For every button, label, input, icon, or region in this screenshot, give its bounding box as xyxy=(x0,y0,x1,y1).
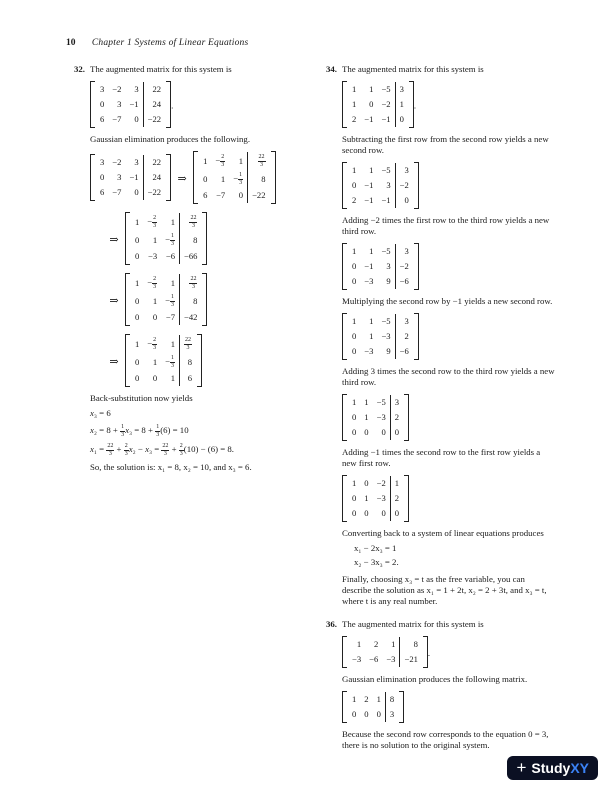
elim-step-2 xyxy=(108,210,314,271)
plus-icon: + xyxy=(516,758,527,777)
conclusion-text: Because the second row corresponds to the equation 0 = 3, there is no solution to the original system. xyxy=(342,729,549,750)
system-equation-1: x₁ − 2x₃ = 1 xyxy=(354,543,397,553)
studyxy-logo[interactable] xyxy=(507,756,598,780)
problem-number: 36. xyxy=(326,619,337,629)
implies-arrow: ⇒ xyxy=(109,295,119,307)
solution-text: So, the solution is: x₁ = 8, x₂ = 10, and x₃ = 6. xyxy=(90,462,252,472)
matrix: 1 1 −5 3 0 1 −3 2 0 −3 9 −6 xyxy=(342,313,419,360)
matrix: 1 2 1 8 0 0 0 3 xyxy=(342,691,404,723)
matrix: 1 − $\frac{2}{3}$ 1 $\frac{22}{3}$ 0 1 − $\frac{1}{3}$ 8 0 0 1 6 xyxy=(125,334,202,387)
elim-step-1 xyxy=(90,149,314,210)
matrix: 1 1 −5 3 0 −1 3 −2 2 −1 −1 0 xyxy=(342,162,419,209)
augmented-matrix: 3 −2 3 22 0 3 −1 24 6 −7 0 −22 xyxy=(90,81,171,128)
linear-system xyxy=(354,543,556,568)
problem-number: 32. xyxy=(74,64,85,74)
problem-32: 32. The augmented matrix for this system is 3 −2 3 22 0 3 −1 24 6 −7 0 −22 . Gaussian elimination produces the following. 3 −2 3 22 0 3 −1 24 6 −7 0 −22 ⇒ 1 − $\frac{2}{3}$ 1 $\frac{22}{3}$ 0 1 − $\frac{1}{3}$ 8 6 −7 0 −22 ⇒ 1 − $\frac{2}{3}$ 1 $\frac{22}{3}$ 0 1 − $\frac{1}{3}$ 8 0 −3 −6 −66 ⇒ 1 − $\frac{2}{3}$ 1 $\frac{22}{3}$ 0 1 − $\frac{1}{3}$ 8 0 0 −7 −42 ⇒ 1 − $\frac{2}{3}$ 1 $\frac{22}{3}$ 0 1 − $\frac{1}{3}$ 8 0 0 1 6 Back-substitution now yields x₃ = 6 x₂ = 8 + $\frac{1}{3}$ x₃ = 8 + $\frac{1}{3}$ (6) = 10 x₁ = $\frac{22}{3}$ + $\frac{2}{3}$ x₂ − x₃ = $\frac{22}{3}$ + $\frac{2}{3}$ (10) − (6) = 8. So, the solution is: x₁ = 8, x₂ = 10, and x₃ = 6. xyxy=(74,64,314,473)
step-text: Subtracting the first row from the second row yields a new second row. xyxy=(342,134,549,155)
logo-text: Study xyxy=(531,760,571,776)
implies-arrow: ⇒ xyxy=(109,356,119,368)
equation-x3: x₃ = 6 xyxy=(90,408,111,418)
matrix: 1 − $\frac{2}{3}$ 1 $\frac{22}{3}$ 0 1 − $\frac{1}{3}$ 8 0 −3 −6 −66 xyxy=(125,212,207,265)
step-text: Adding −1 times the second row to the first row yields a new first row. xyxy=(342,447,541,468)
logo-accent: XY xyxy=(570,760,589,776)
implies-arrow: ⇒ xyxy=(177,173,187,185)
equation-x1: x₁ = $\frac{22}{3}$ + $\frac{2}{3}$ x₂ − x₃ = $\frac{22}{3}$ + $\frac{2}{3}$ (10) − (6) = 8. xyxy=(90,443,235,457)
final-solution-text: Finally, choosing x₃ = t as the free variable, you can describe the solution as x₁ = 1 + 2t, x₂ = 2 + 3t, and x₃ = t, where t is any real number. xyxy=(342,574,547,606)
implies-arrow: ⇒ xyxy=(109,234,119,246)
problem-number: 34. xyxy=(326,64,337,74)
matrix: 3 −2 3 22 0 3 −1 24 6 −7 0 −22 xyxy=(90,154,171,201)
step-text: Converting back to a system of linear equations produces xyxy=(342,528,544,538)
right-column xyxy=(326,64,556,755)
matrix: 1 1 −5 3 1 0 −2 1 2 −1 −1 0 xyxy=(342,81,414,128)
elim-step-4 xyxy=(108,332,314,393)
problem-36: 36. The augmented matrix for this system is 1 2 1 8 −3 −6 −3 −21 . Gaussian elimination produces the following matrix. 1 2 1 8 0 0 0 3 Because the second row corresponds to the equation 0 = 3, there is no solution to the original system. xyxy=(326,619,556,751)
left-column xyxy=(74,64,314,477)
matrix: 1 − $\frac{2}{3}$ 1 $\frac{22}{3}$ 0 1 − $\frac{1}{3}$ 8 0 0 −7 −42 xyxy=(125,273,207,326)
matrix: 1 1 −5 3 0 −1 3 −2 0 −3 9 −6 xyxy=(342,243,419,290)
matrix: 1 2 1 8 −3 −6 −3 −21 xyxy=(342,636,428,668)
matrix: 1 − $\frac{2}{3}$ 1 $\frac{22}{3}$ 0 1 − $\frac{1}{3}$ 8 6 −7 0 −22 xyxy=(193,151,275,204)
gauss-text: Gaussian elimination produces the following. xyxy=(90,134,251,144)
elim-step-3 xyxy=(108,271,314,332)
intro-text: The augmented matrix for this system is xyxy=(342,64,484,74)
step-text: Adding −2 times the first row to the third row yields a new third row. xyxy=(342,215,550,236)
back-sub-text: Back-substitution now yields xyxy=(90,393,193,403)
page-number: 10 xyxy=(66,38,76,48)
chapter-title: Chapter 1 Systems of Linear Equations xyxy=(91,38,249,48)
equation-x2: x₂ = 8 + $\frac{1}{3}$ x₃ = 8 + $\frac{1}{3}$ (6) = 10 xyxy=(90,424,189,438)
step-text: Multiplying the second row by −1 yields a new second row. xyxy=(342,296,553,306)
intro-text: The augmented matrix for this system is xyxy=(90,64,232,74)
matrix: 1 1 −5 3 0 1 −3 2 0 0 0 0 xyxy=(342,394,409,441)
problem-34: 34. The augmented matrix for this system is 1 1 −5 3 1 0 −2 1 2 −1 −1 0 . Subtracting the first row from the second row yields a new second row. 1 1 −5 3 0 −1 3 −2 2 −1 −1 0 Adding −2 times the first row to the third row yields a new third row. 1 1 −5 3 0 −1 3 −2 0 −3 9 −6 Multiplying the second row by −1 yields a new second row. 1 1 −5 3 0 1 −3 2 0 −3 9 −6 Adding 3 times the second row to the third row yields a new third row. 1 1 −5 3 0 1 −3 2 0 0 0 0 Adding −1 times the second row to the first row yields a new first row. 1 0 −2 1 0 1 −3 2 0 0 0 0 Converting back to a system of linear equations produces x₁ − 2x₃ = 1 x₂ − 3x₃ = 2. Finally, choosing x₃ = t as the free variable, you can describe the solution as x₁ = 1 + 2t, x₂ = 2 + 3t, and x₃ = t, where t is any real number. xyxy=(326,64,555,606)
system-equation-2: x₂ − 3x₃ = 2. xyxy=(354,557,399,567)
gauss-text: Gaussian elimination produces the following matrix. xyxy=(342,674,528,684)
page-header xyxy=(66,38,248,48)
intro-text: The augmented matrix for this system is xyxy=(342,619,484,629)
step-text: Adding 3 times the second row to the third row yields a new third row. xyxy=(342,366,555,387)
matrix: 1 0 −2 1 0 1 −3 2 0 0 0 0 xyxy=(342,475,409,522)
